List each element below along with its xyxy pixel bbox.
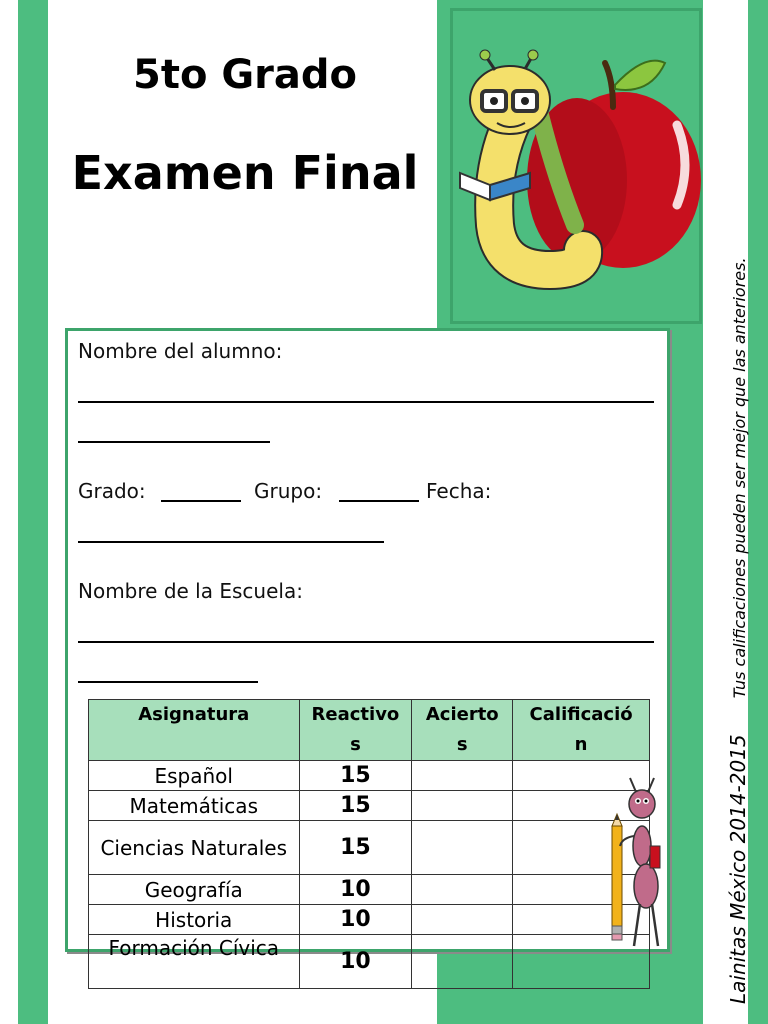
correct-cell[interactable] xyxy=(412,791,513,821)
ant-pencil-illustration xyxy=(604,776,674,952)
items-cell: 10 xyxy=(299,875,412,905)
correct-cell[interactable] xyxy=(412,821,513,875)
subject-cell: Español xyxy=(89,761,300,791)
table-row xyxy=(89,935,650,989)
side-text xyxy=(726,257,750,1004)
correct-cell[interactable] xyxy=(412,761,513,791)
pencil-icon xyxy=(612,814,622,940)
header-items: Reactivo s xyxy=(299,700,412,761)
grade-line[interactable] xyxy=(161,500,241,502)
items-cell: 15 xyxy=(299,821,412,875)
left-border xyxy=(18,0,48,1024)
subject-cell: Geografía xyxy=(89,875,300,905)
subject-cell: Historia xyxy=(89,905,300,935)
form-content xyxy=(68,331,668,974)
correct-cell[interactable] xyxy=(412,935,513,989)
school-line-1[interactable] xyxy=(78,641,654,643)
student-info-form xyxy=(65,328,670,974)
correct-cell[interactable] xyxy=(412,875,513,905)
header-score: Calificació n xyxy=(513,700,650,761)
group-line[interactable] xyxy=(339,500,419,502)
far-right-border xyxy=(748,0,768,1024)
table-header-row xyxy=(89,700,650,761)
grades-table xyxy=(88,699,650,989)
group-label: Grupo: xyxy=(254,479,323,503)
table-row xyxy=(89,761,650,791)
student-name-label: Nombre del alumno: xyxy=(78,339,283,363)
items-cell: 15 xyxy=(299,791,412,821)
header-correct: Acierto s xyxy=(412,700,513,761)
credit-text: Lainitas México 2014-2015 xyxy=(726,734,750,1004)
date-label: Fecha: xyxy=(426,479,492,503)
motto-text: Tus calificaciones pueden ser mejor que las anteriores. xyxy=(730,257,749,699)
table-row xyxy=(89,905,650,935)
bookworm-apple-illustration xyxy=(455,55,705,285)
subject-cell: Matemáticas xyxy=(89,791,300,821)
student-name-line-2[interactable] xyxy=(78,441,270,443)
subject-cell: Ciencias Naturales xyxy=(89,821,300,875)
left-border-edge xyxy=(0,0,18,1024)
table-row xyxy=(89,821,650,875)
items-cell: 10 xyxy=(299,935,412,989)
school-label: Nombre de la Escuela: xyxy=(78,579,303,603)
grade-title: 5to Grado xyxy=(132,52,358,98)
subject-cell: Formación Cívica xyxy=(89,935,300,989)
correct-cell[interactable] xyxy=(412,905,513,935)
student-name-line-1[interactable] xyxy=(78,401,654,403)
grade-label: Grado: xyxy=(78,479,146,503)
table-row xyxy=(89,791,650,821)
table-row xyxy=(89,875,650,905)
exam-title: Examen Final xyxy=(71,146,419,200)
school-line-2[interactable] xyxy=(78,681,258,683)
header-subject: Asignatura xyxy=(89,700,300,761)
items-cell: 15 xyxy=(299,761,412,791)
date-line[interactable] xyxy=(78,541,384,543)
ant-icon xyxy=(620,778,660,946)
items-cell: 10 xyxy=(299,905,412,935)
